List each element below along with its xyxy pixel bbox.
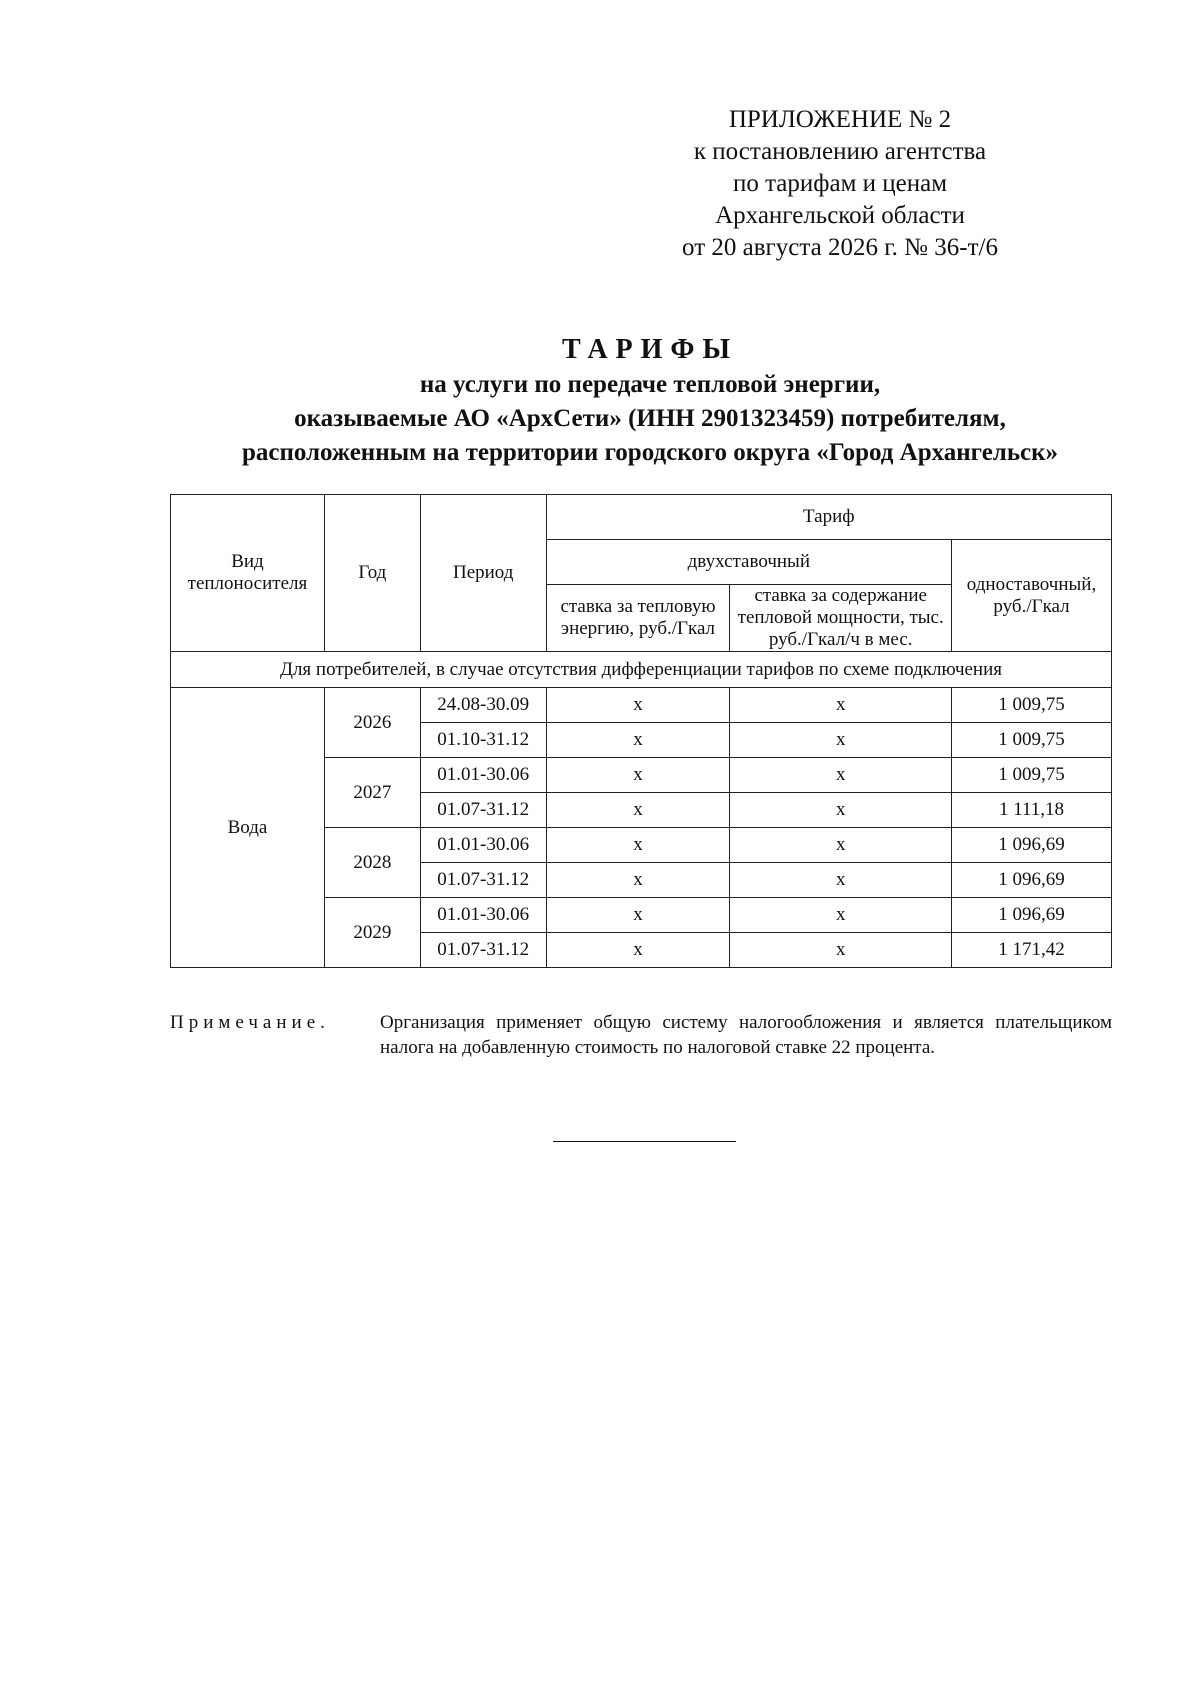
- year-cell: 2027: [324, 758, 420, 828]
- carrier-cell: Вода: [171, 688, 325, 968]
- table-row: [171, 688, 1112, 723]
- period-cell: 01.07-31.12: [420, 793, 546, 828]
- energy-rate-cell: x: [546, 898, 730, 933]
- single-rate-cell: 1 009,75: [952, 688, 1112, 723]
- title-subtitle-line: расположенным на территории городского округа «Город Архангельск»: [241, 439, 1059, 466]
- capacity-rate-cell: x: [730, 828, 952, 863]
- single-rate-cell: 1 009,75: [952, 723, 1112, 758]
- capacity-rate-cell: x: [730, 898, 952, 933]
- energy-rate-cell: x: [546, 688, 730, 723]
- header-period: Период: [420, 495, 546, 652]
- period-cell: 01.10-31.12: [420, 723, 546, 758]
- year-cell: 2028: [324, 828, 420, 898]
- energy-rate-cell: x: [546, 758, 730, 793]
- energy-rate-cell: x: [546, 723, 730, 758]
- note-label: Примечание.: [170, 1012, 330, 1033]
- header-capacity-rate: ставка за содержание тепловой мощности, тыс. руб./Гкал/ч в мес.: [730, 585, 952, 652]
- period-cell: 01.07-31.12: [420, 863, 546, 898]
- capacity-rate-cell: x: [730, 863, 952, 898]
- period-cell: 01.07-31.12: [420, 933, 546, 968]
- note-text: Организация применяет общую систему налогообложения и является плательщиком налога на добавленную стоимость по налоговой ставке 22 процента.: [380, 1012, 1112, 1058]
- period-cell: 24.08-30.09: [420, 688, 546, 723]
- header-year: Год: [324, 495, 420, 652]
- single-rate-cell: 1 111,18: [952, 793, 1112, 828]
- single-rate-cell: 1 096,69: [952, 898, 1112, 933]
- period-cell: 01.01-30.06: [420, 898, 546, 933]
- tariff-table: [170, 494, 1112, 968]
- single-rate-cell: 1 009,75: [952, 758, 1112, 793]
- energy-rate-cell: x: [546, 933, 730, 968]
- title-subtitle-line: оказываемые АО «АрхСети» (ИНН 2901323459) потребителям,: [294, 405, 1006, 432]
- year-cell: 2026: [324, 688, 420, 758]
- appendix-date-number: от 20 августа 2026 г. № 36-т/6: [682, 234, 998, 261]
- header-energy-rate: ставка за тепловую энергию, руб./Гкал: [546, 585, 730, 652]
- appendix-ref-line: к постановлению агентства: [693, 138, 987, 165]
- header-carrier: Вид теплоносителя: [171, 495, 325, 652]
- capacity-rate-cell: x: [730, 933, 952, 968]
- single-rate-cell: 1 096,69: [952, 863, 1112, 898]
- header-two-part: двухставочный: [546, 540, 951, 585]
- closing-rule: [553, 1141, 736, 1142]
- period-cell: 01.01-30.06: [420, 758, 546, 793]
- title-main: ТАРИФЫ: [562, 334, 738, 365]
- capacity-rate-cell: x: [730, 793, 952, 828]
- year-cell: 2029: [324, 898, 420, 968]
- energy-rate-cell: x: [546, 863, 730, 898]
- single-rate-cell: 1 096,69: [952, 828, 1112, 863]
- energy-rate-cell: x: [546, 793, 730, 828]
- header-one-part: одноставочный, руб./Гкал: [952, 540, 1112, 652]
- capacity-rate-cell: x: [730, 723, 952, 758]
- single-rate-cell: 1 171,42: [952, 933, 1112, 968]
- appendix-ref-line: Архангельской области: [715, 202, 965, 229]
- energy-rate-cell: x: [546, 828, 730, 863]
- period-cell: 01.01-30.06: [420, 828, 546, 863]
- capacity-rate-cell: x: [730, 688, 952, 723]
- header-tariff: Тариф: [546, 495, 1111, 540]
- document-title: [100, 332, 1200, 470]
- title-subtitle-line: на услуги по передаче тепловой энергии,: [419, 371, 881, 398]
- appendix-ref-line: по тарифам и ценам: [732, 170, 948, 197]
- appendix-header: [640, 104, 1040, 264]
- capacity-rate-cell: x: [730, 758, 952, 793]
- section-label: Для потребителей, в случае отсутствия дифференциации тарифов по схеме подключения: [171, 652, 1112, 688]
- appendix-number: ПРИЛОЖЕНИЕ № 2: [728, 106, 952, 133]
